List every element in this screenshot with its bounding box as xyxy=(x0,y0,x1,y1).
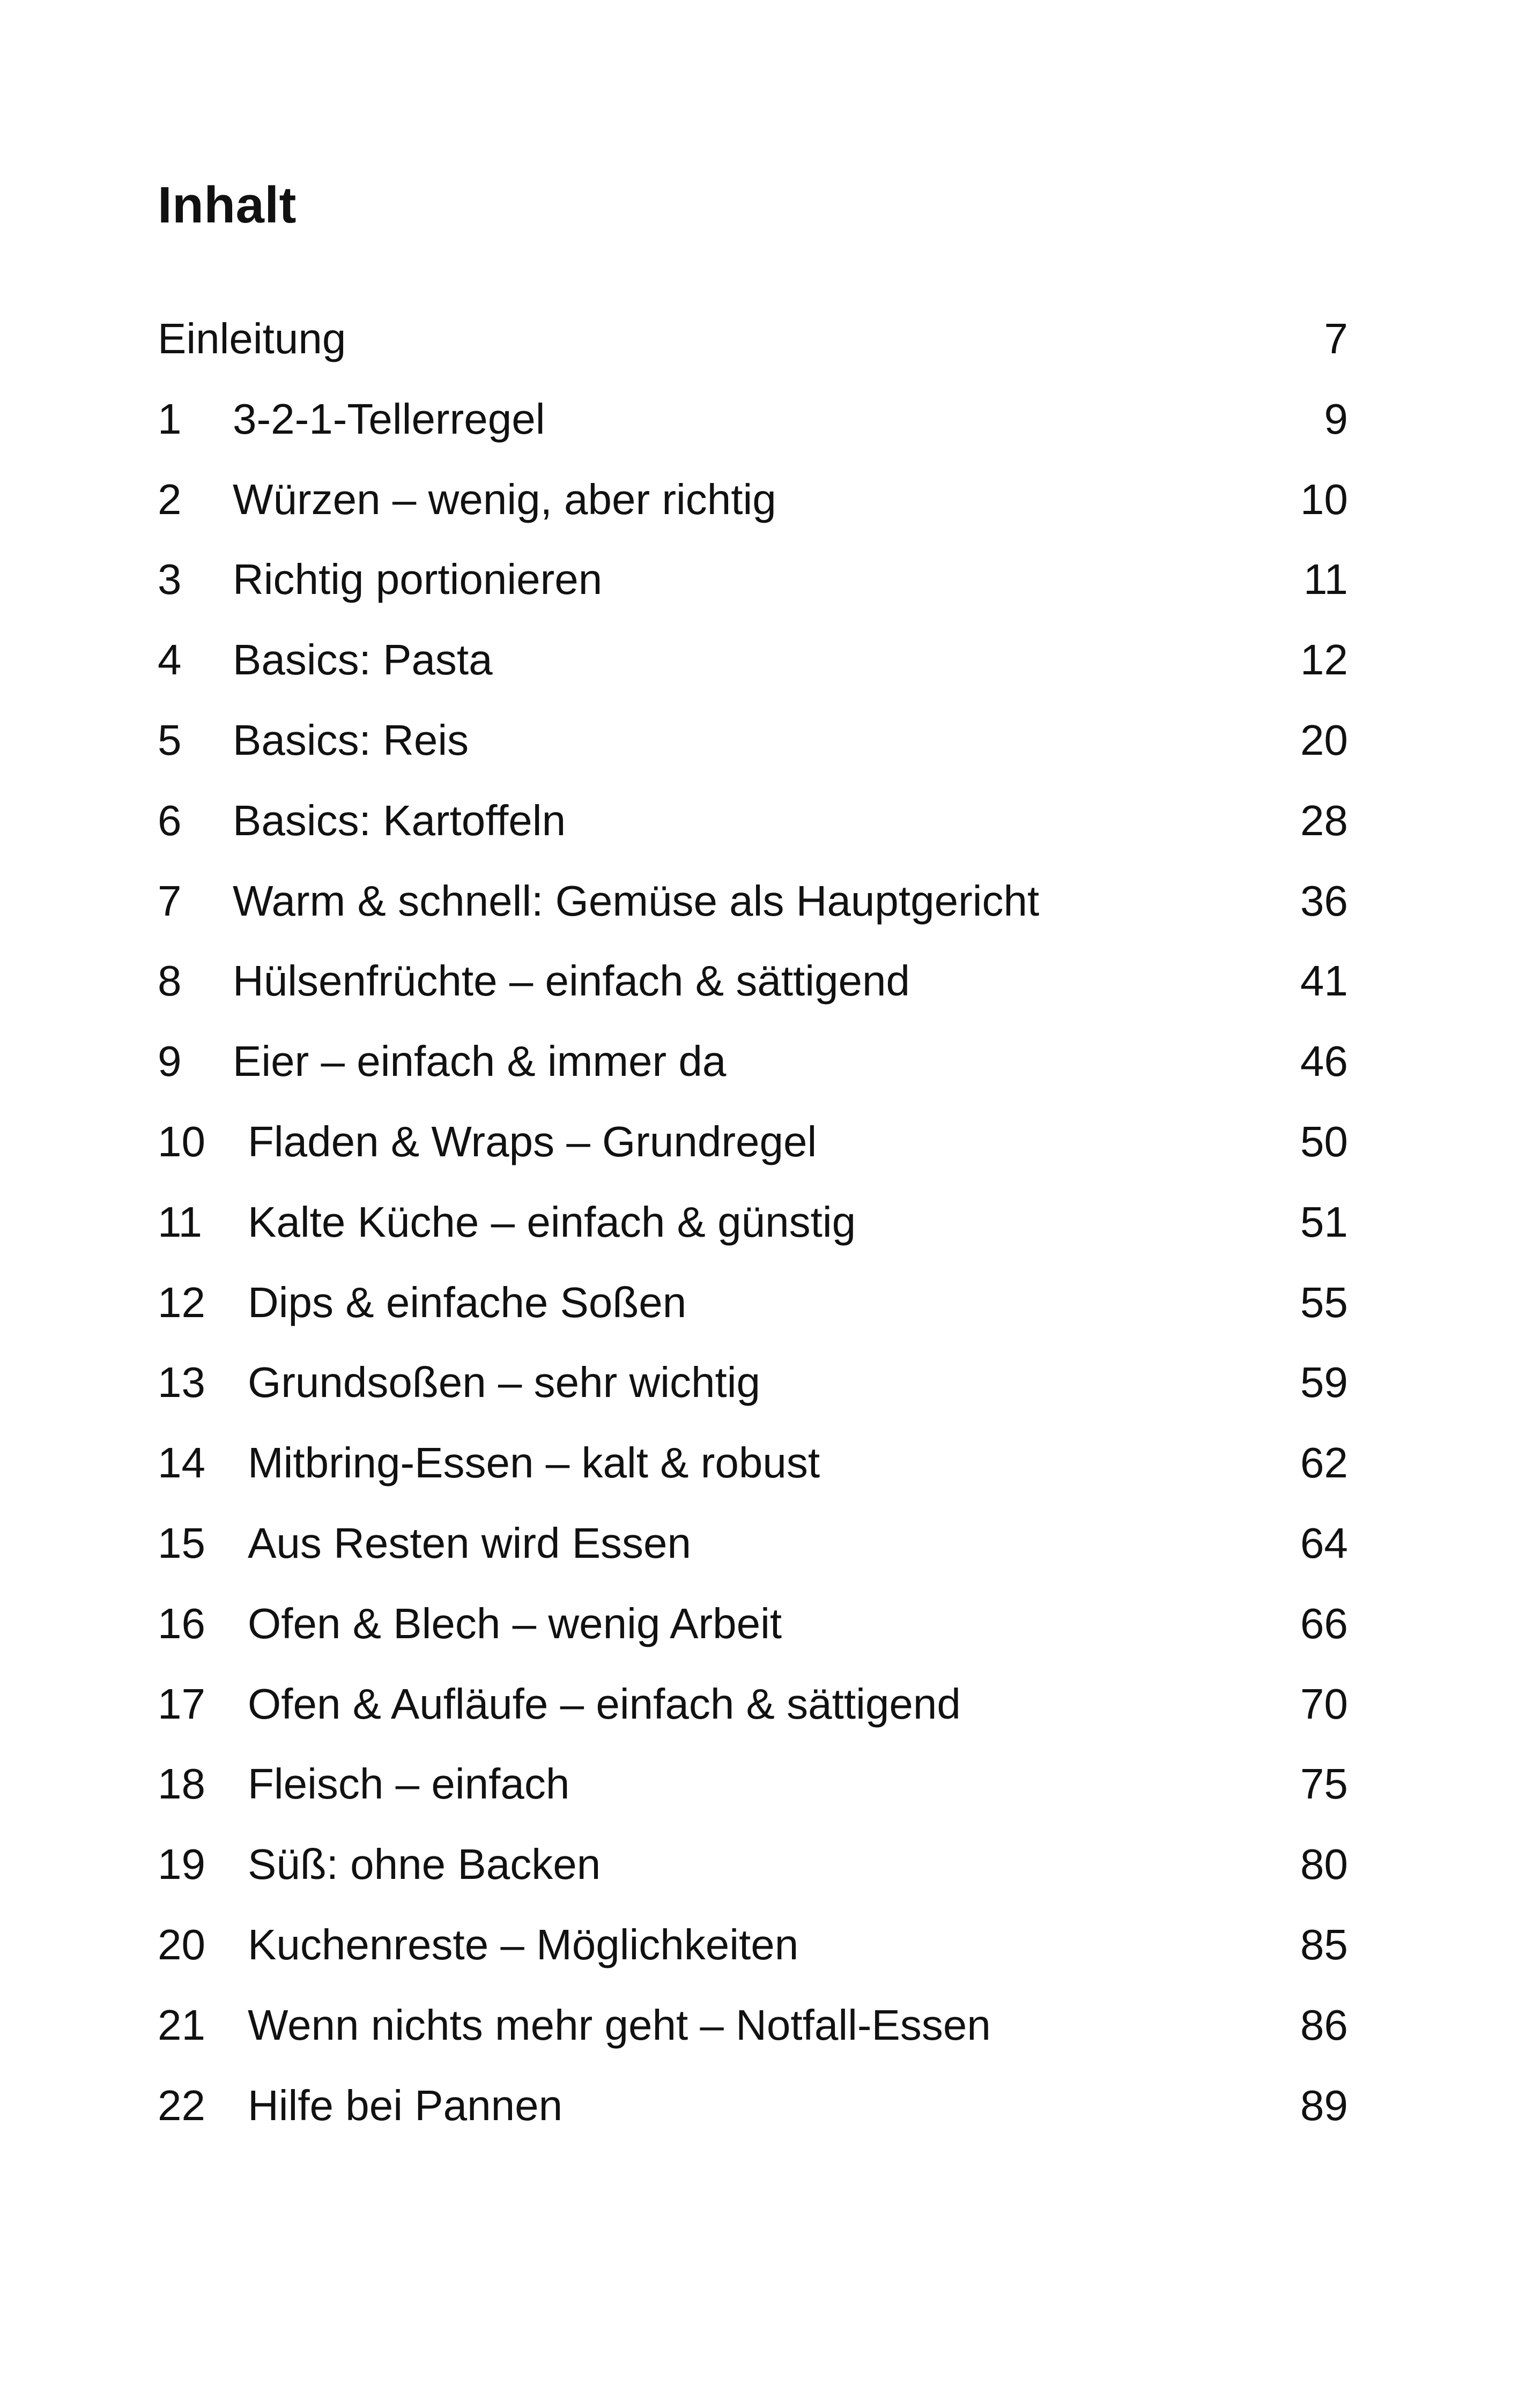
toc-entry-label: Grundsoßen – sehr wichtig xyxy=(248,1358,761,1407)
toc-entry-label: 3-2-1-Tellerregel xyxy=(233,395,545,443)
toc-entry-label: Dips & einfache Soßen xyxy=(248,1278,687,1326)
toc-entry-label: Basics: Reis xyxy=(233,716,469,764)
toc-entry xyxy=(158,1589,1348,1669)
toc-entry-page-number: 11 xyxy=(1303,555,1348,604)
toc-entry-page-number: 66 xyxy=(1300,1599,1348,1647)
toc-entry-number: 5 xyxy=(158,716,182,764)
toc-entry-page-number: 50 xyxy=(1300,1117,1348,1165)
toc-entry-number: 11 xyxy=(158,1198,203,1246)
toc-entry-page-number: 70 xyxy=(1300,1679,1348,1728)
toc-entry-label: Warm & schnell: Gemüse als Hauptgericht xyxy=(233,876,1040,925)
toc-entry-label: Würzen – wenig, aber richtig xyxy=(233,475,776,523)
toc-entry xyxy=(158,1749,1348,1830)
page-title: Inhalt xyxy=(158,176,297,234)
toc-entry-page-number: 51 xyxy=(1300,1198,1348,1246)
toc-entry-number: 12 xyxy=(158,1278,205,1326)
toc-entry xyxy=(158,786,1348,866)
toc-entry-label: Einleitung xyxy=(158,315,346,362)
toc-entry-label: Richtig portionieren xyxy=(233,555,603,604)
toc-entry-number: 7 xyxy=(158,876,182,925)
toc-entry-number: 6 xyxy=(158,796,182,844)
toc-entry-number: 10 xyxy=(158,1117,205,1165)
table-of-contents xyxy=(158,304,1348,2151)
toc-entry xyxy=(158,465,1348,545)
toc-entry-label: Hilfe bei Pannen xyxy=(248,2081,563,2129)
toc-entry xyxy=(158,1348,1348,1428)
toc-entry xyxy=(158,304,1348,384)
toc-entry xyxy=(158,1508,1348,1589)
toc-entry-page-number: 36 xyxy=(1300,876,1348,925)
toc-entry xyxy=(158,1027,1348,1107)
toc-entry xyxy=(158,1669,1348,1750)
toc-entry xyxy=(158,625,1348,705)
toc-entry-number: 16 xyxy=(158,1599,205,1647)
toc-entry-page-number: 41 xyxy=(1300,957,1348,1005)
toc-entry-number: 3 xyxy=(158,555,182,604)
toc-entry-page-number: 75 xyxy=(1300,1760,1348,1808)
toc-entry-number: 2 xyxy=(158,475,182,523)
toc-entry-page-number: 62 xyxy=(1300,1439,1348,1487)
toc-entry-number: 4 xyxy=(158,636,182,684)
toc-entry xyxy=(158,946,1348,1027)
toc-entry-number: 20 xyxy=(158,1920,205,1968)
toc-entry-page-number: 12 xyxy=(1300,636,1348,684)
toc-entry-label: Ofen & Blech – wenig Arbeit xyxy=(248,1599,782,1647)
toc-entry-number: 14 xyxy=(158,1439,205,1487)
toc-entry-label: Wenn nichts mehr geht – Notfall-Essen xyxy=(248,2001,991,2049)
toc-entry xyxy=(158,545,1348,625)
toc-entry xyxy=(158,1428,1348,1508)
toc-entry xyxy=(158,866,1348,947)
toc-entry-number: 17 xyxy=(158,1679,205,1728)
toc-entry-number: 18 xyxy=(158,1760,205,1808)
toc-entry xyxy=(158,1910,1348,1990)
toc-entry-page-number: 80 xyxy=(1300,1840,1348,1889)
toc-entry-label: Kuchenreste – Möglichkeiten xyxy=(248,1920,799,1968)
toc-entry-label: Basics: Kartoffeln xyxy=(233,796,566,844)
toc-entry xyxy=(158,384,1348,465)
toc-entry-number: 19 xyxy=(158,1840,205,1889)
toc-entry-number: 21 xyxy=(158,2001,205,2049)
toc-entry-number: 9 xyxy=(158,1037,182,1086)
toc-entry-label: Hülsenfrüchte – einfach & sättigend xyxy=(233,957,910,1005)
toc-entry-page-number: 7 xyxy=(1324,315,1348,362)
toc-entry xyxy=(158,1990,1348,2071)
toc-entry-label: Mitbring-Essen – kalt & robust xyxy=(248,1439,820,1487)
toc-entry xyxy=(158,705,1348,786)
toc-entry-label: Eier – einfach & immer da xyxy=(233,1037,727,1086)
toc-entry-label: Basics: Pasta xyxy=(233,636,493,684)
toc-entry-label: Ofen & Aufläufe – einfach & sättigend xyxy=(248,1679,961,1728)
toc-entry-number: 13 xyxy=(158,1358,205,1407)
toc-entry xyxy=(158,1107,1348,1187)
toc-entry-number: 8 xyxy=(158,957,182,1005)
toc-entry-label: Fleisch – einfach xyxy=(248,1760,570,1808)
toc-entry-label: Süß: ohne Backen xyxy=(248,1840,601,1889)
toc-entry xyxy=(158,1830,1348,1910)
toc-entry xyxy=(158,1187,1348,1268)
toc-entry-page-number: 10 xyxy=(1300,475,1348,523)
toc-entry-page-number: 20 xyxy=(1300,716,1348,764)
toc-entry-page-number: 55 xyxy=(1300,1278,1348,1326)
toc-entry-page-number: 85 xyxy=(1300,1920,1348,1968)
toc-entry-number: 22 xyxy=(158,2081,205,2129)
toc-entry xyxy=(158,2071,1348,2151)
toc-entry-label: Fladen & Wraps – Grundregel xyxy=(248,1117,817,1165)
toc-entry-page-number: 64 xyxy=(1300,1519,1348,1567)
toc-entry-label: Aus Resten wird Essen xyxy=(248,1519,692,1567)
toc-entry-page-number: 9 xyxy=(1324,395,1348,443)
toc-entry-page-number: 46 xyxy=(1300,1037,1348,1086)
toc-entry-number: 15 xyxy=(158,1519,205,1567)
toc-entry-page-number: 59 xyxy=(1300,1358,1348,1407)
toc-entry-page-number: 28 xyxy=(1300,796,1348,844)
toc-entry-page-number: 89 xyxy=(1300,2081,1348,2129)
toc-entry-label: Kalte Küche – einfach & günstig xyxy=(248,1198,856,1246)
toc-entry-page-number: 86 xyxy=(1300,2001,1348,2049)
toc-entry-number: 1 xyxy=(158,395,182,443)
toc-entry xyxy=(158,1268,1348,1348)
